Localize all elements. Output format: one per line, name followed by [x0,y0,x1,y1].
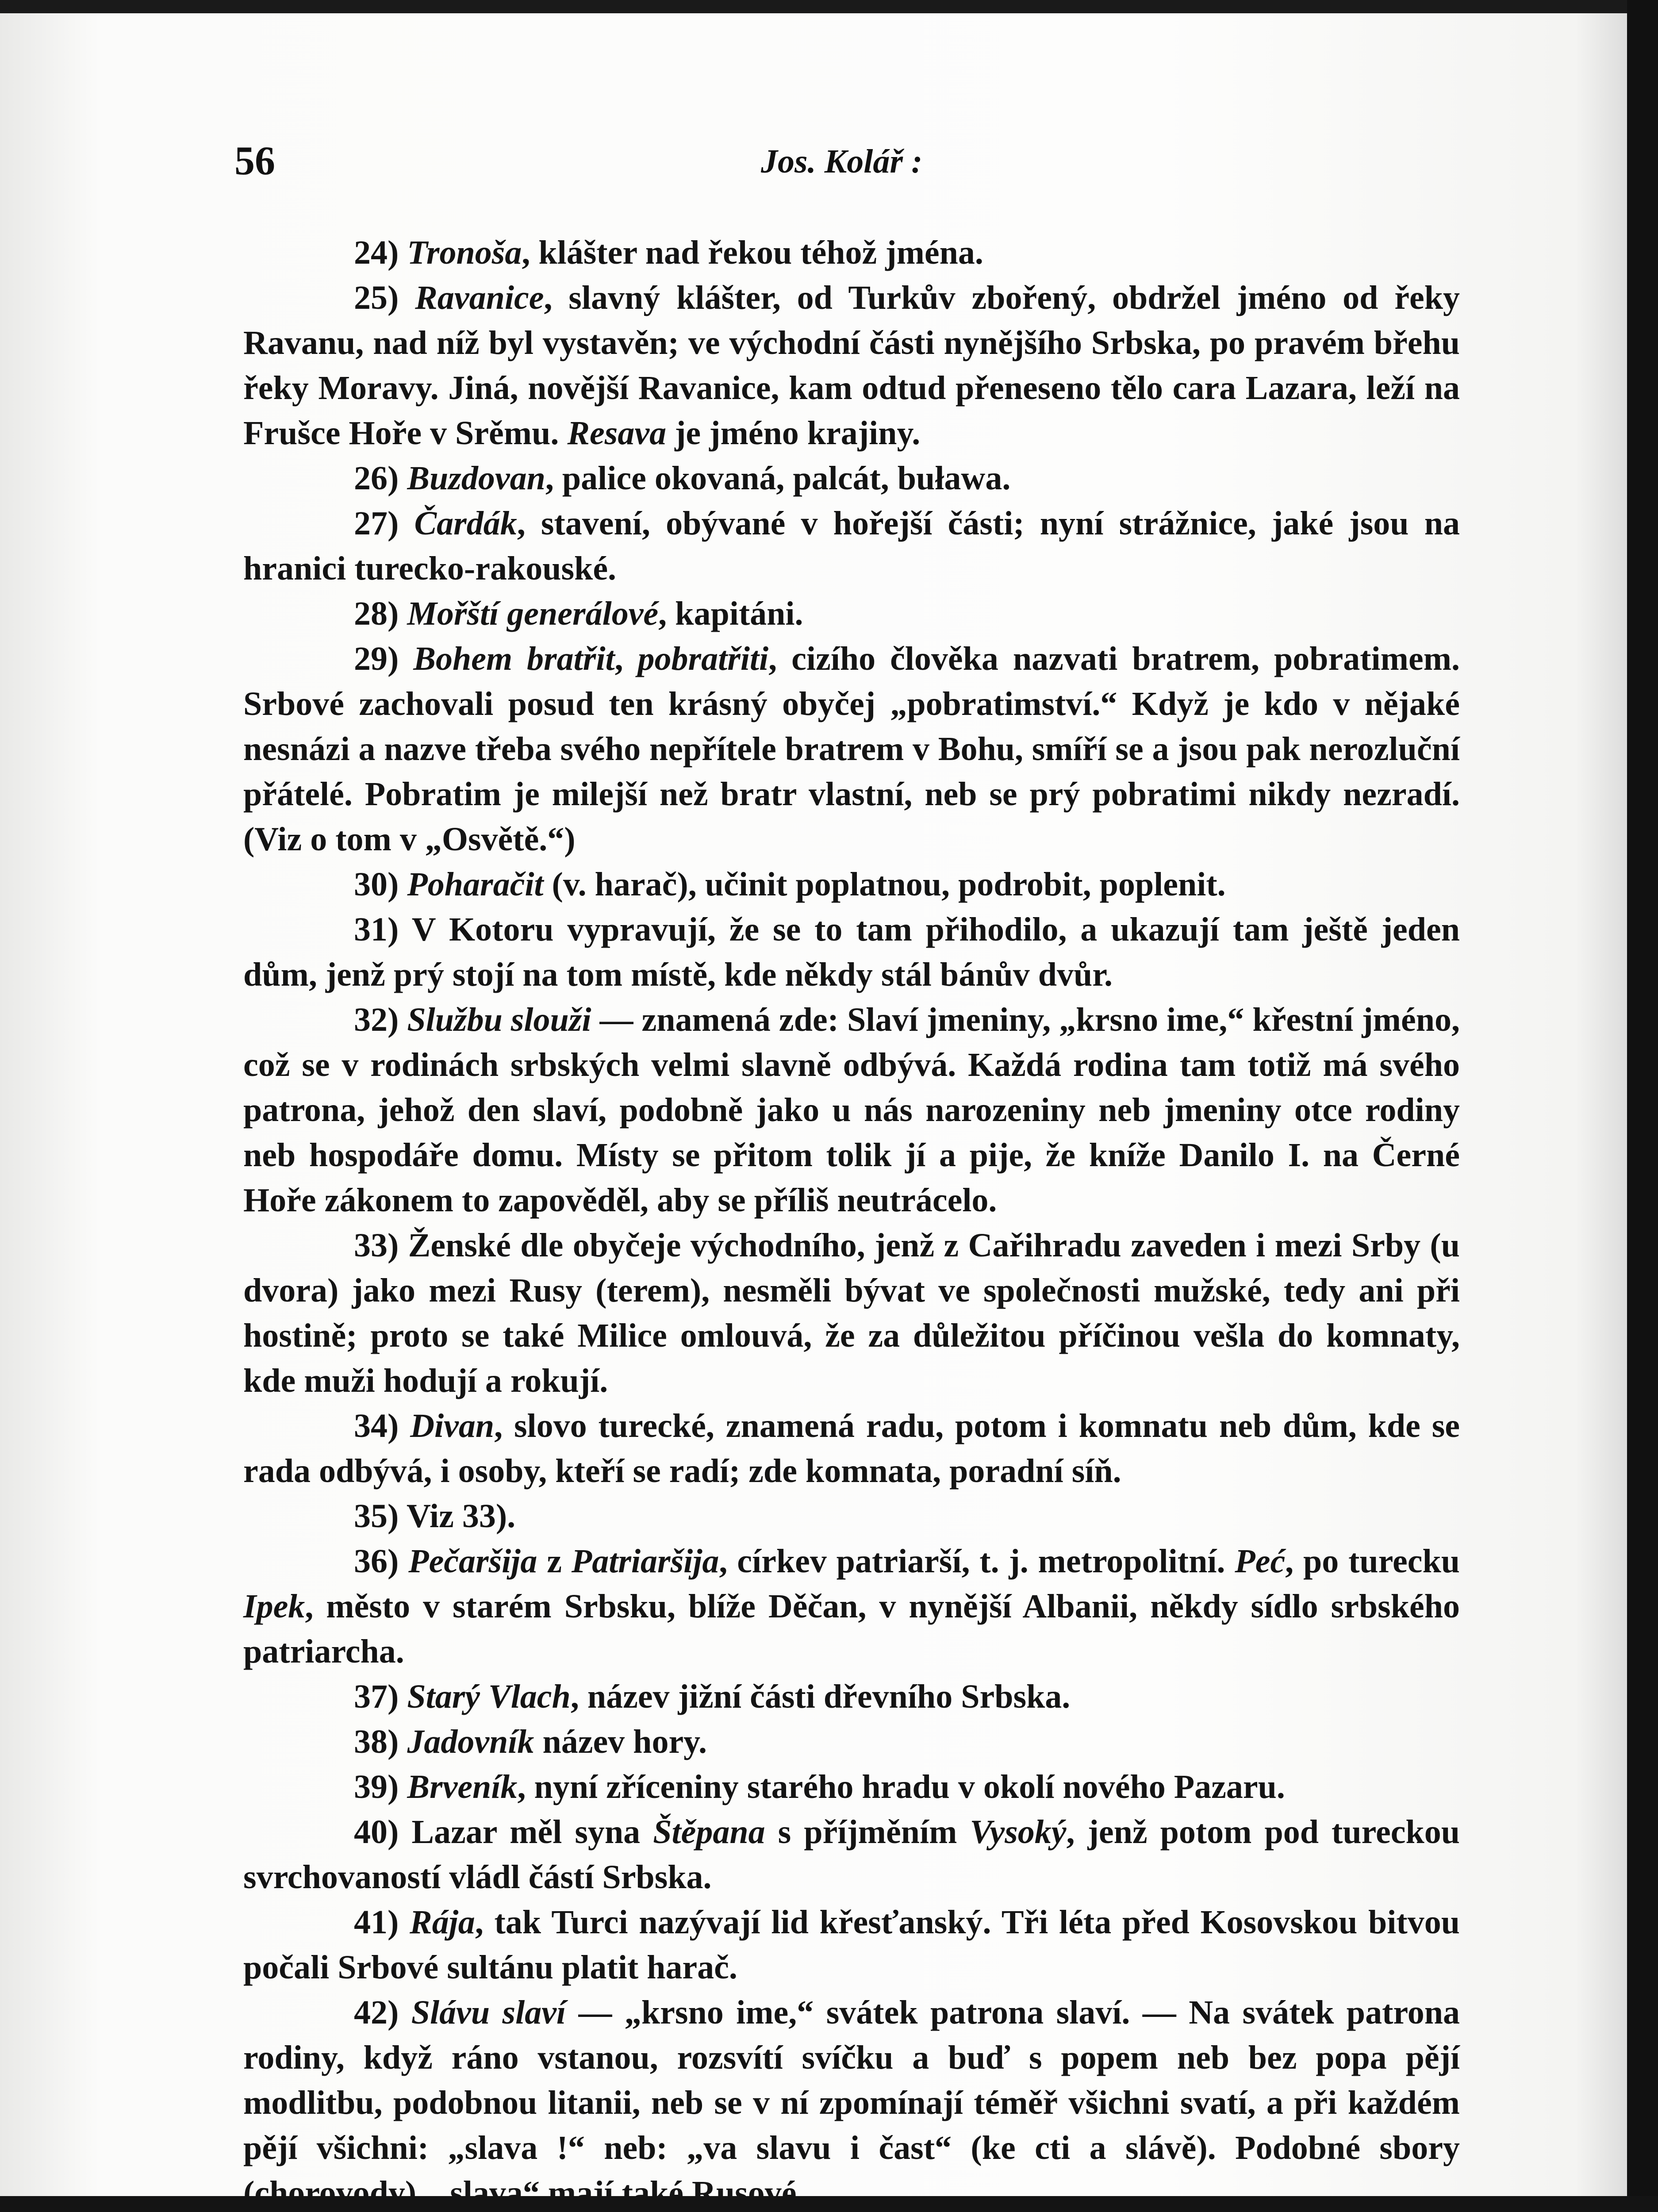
endnote-text: , tak Turci nazývají lid křesťanský. Tři léta před Kosovskou bitvou počali Srbové sultánu platit harač. [243,1904,1460,1986]
endnote-term: Jadovník [407,1723,534,1760]
endnote-number: 28) [354,595,407,632]
endnote-term: Bohem bratřit [413,640,615,677]
endnote-number: 42) [354,1994,411,2031]
endnote-term: Divan [410,1407,495,1444]
endnote-number: 38) [354,1723,407,1760]
endnote [243,456,1460,501]
endnote-text: , slavný klášter, od Turkův zbořený, obdržel jméno od řeky Ravanu, nad níž byl vystavěn; ve východní části nynějšího Srbska, po pravém břehu řeky Moravy. Jiná, novější Ravanice, kam odtud přeneseno tělo cara Lazara, leží na Frušce Hoře v Srěmu. [243,279,1460,452]
endnote-text: , klášter nad řekou téhož jména. [522,234,983,271]
endnote [243,1674,1460,1719]
endnote-text: , nyní zříceniny starého hradu v okolí nového Pazaru. [517,1768,1285,1805]
endnote-text: — „krsno ime,“ svátek patrona slaví. — Na svátek patrona rodiny, když ráno vstanou, rozsvítí svíčku a buď s popem neb bez popa pějí modlitbu, podobnou litanii, neb se v ní zpomínají téměř všichni svatí, a při každém pějí všichni: „slava !“ neb: „va slavu i čast“ (ke cti a slávě). Podobné sbory (chorovody), „slava“ mají také Rusové. [243,1994,1460,2212]
endnote-text: název hory. [534,1723,707,1760]
endnote-term: Patriaršija [571,1543,719,1580]
endnote-text: , palice okovaná, palcát, buława. [545,460,1011,497]
endnote-text: V Kotoru vypravují, že se to tam přihodilo, a ukazují tam ještě jeden dům, jenž prý stojí na tom místě, kde někdy stál bánův dvůr. [243,911,1460,993]
endnote [243,1900,1460,1990]
endnote-text: , [614,640,638,677]
endnote-text: , město v starém Srbsku, blíže Děčan, v nynější Albanii, někdy sídlo srbského patriarcha. [243,1588,1460,1670]
endnote-term: Vysoký [970,1813,1067,1851]
endnote-term: Štěpana [653,1813,765,1851]
endnote-number: 31) [354,911,412,948]
endnote-number: 36) [354,1543,409,1580]
endnote-text: — znamená zde: Slaví jmeniny, „krsno ime,“ křestní jméno, což se v rodinách srbských velmi slavně odbývá. Každá rodina tam totiž má svého patrona, jehož den slaví, podobně jako u nás narozeniny neb jmeniny otce rodiny neb hospodáře domu. Místy se přitom tolik jí a pije, že kníže Danilo I. na Černé Hoře zákonem to zapověděl, aby se příliš neutrácelo. [243,1001,1460,1219]
endnote-term: Pečaršija [408,1543,537,1580]
endnote-number: 27) [354,505,414,542]
endnote-text: Ženské dle obyčeje východního, jenž z Cařihradu zaveden i mezi Srby (u dvora) jako mezi Rusy (terem), nesměli bývat ve společnosti mužské, tedy ani při hostině; proto se také Milice omlouvá, že za důležitou příčinou vešla do komnaty, kde muži hodují a rokují. [243,1227,1460,1399]
endnote-term: Čardák [414,505,517,542]
endnote-term: Peć [1235,1543,1286,1580]
page-number: 56 [234,138,275,183]
endnote [243,636,1460,862]
endnote-term: Rája [410,1904,475,1941]
endnote [243,1809,1460,1900]
endnote-term: Poharačit [407,866,544,903]
endnote-text: s příjměním [765,1813,970,1851]
endnote-text: , církev patriarší, t. j. metropolitní. [719,1543,1235,1580]
endnote [243,1539,1460,1674]
endnote-term: pobratřiti [637,640,769,677]
endnote [243,1403,1460,1494]
endnote-term: Ravanice [415,279,544,316]
endnote-text: , slovo turecké, znamená radu, potom i komnatu neb dům, kde se rada odbývá, i osoby, kteří se radí; zde komnata, poradní síň. [243,1407,1460,1490]
running-head: Jos. Kolář : [761,143,923,180]
endnote [243,1494,1460,1539]
endnote [243,907,1460,997]
endnote-term: Buzdovan [407,460,545,497]
endnote [243,501,1460,591]
endnote-text: Lazar měl syna [411,1813,653,1851]
endnote [243,1223,1460,1403]
endnote-number: 25) [354,279,415,316]
endnote [243,997,1460,1223]
scan-border-top [0,0,1658,13]
endnote [243,230,1460,275]
endnote-term: Starý Vlach [407,1678,571,1715]
endnote-term: Slávu slaví [411,1994,566,2031]
page-header [234,137,1473,199]
scan-border-right [1627,0,1658,2212]
endnote [243,1719,1460,1764]
endnote-text: , jenž potom pod tureckou svrchovaností vládl částí Srbska. [243,1813,1460,1896]
endnote-number: 39) [354,1768,407,1805]
endnote [243,1990,1460,2212]
endnote-term: Mořští generálové [407,595,659,632]
endnotes-body [243,230,1460,2212]
endnote-term: Službu slouži [407,1001,591,1038]
endnote-term: Brveník [407,1768,518,1805]
endnote-text: je jméno krajiny. [666,415,921,452]
endnote-term: Ipek [243,1588,305,1625]
endnote-term: Tronoša [407,234,522,271]
endnote-term: Resava [567,415,667,452]
endnote-number: 26) [354,460,407,497]
endnote-number: 34) [354,1407,411,1444]
endnote-text: , kapitáni. [658,595,803,632]
endnote [243,275,1460,456]
endnote-text: , cizího člověka nazvati bratrem, pobratimem. Srbové zachovali posud ten krásný obyčej „pobratimství.“ Když je kdo v nějaké nesnázi a nazve třeba svého nepřítele bratrem v Bohu, smíří se a jsou pak nerozluční přátelé. Pobratim je milejší než bratr vlastní, neb se prý pobratimi nikdy nezradí. (Viz o tom v „Osvětě.“) [243,640,1460,858]
endnote-number: 41) [354,1904,410,1941]
endnote-text: , po turecku [1285,1543,1460,1580]
endnote-text: Viz 33). [406,1498,516,1535]
endnote-number: 40) [354,1813,412,1851]
endnote-number: 35) [354,1498,407,1535]
endnote-number: 30) [354,866,407,903]
endnote-number: 32) [354,1001,407,1038]
endnote-text: , stavení, obývané v hořejší části; nyní strážnice, jaké jsou na hranici turecko-rakouské. [243,505,1460,587]
endnote-number: 33) [354,1227,408,1264]
endnote [243,1764,1460,1809]
endnote-number: 29) [354,640,414,677]
endnote-number: 37) [354,1678,407,1715]
endnote-text: , název jižní části dřevního Srbska. [570,1678,1071,1715]
endnote [243,591,1460,636]
endnote-number: 24) [354,234,407,271]
endnote-text: (v. harač), učinit poplatnou, podrobit, poplenit. [543,866,1226,903]
endnote [243,862,1460,907]
endnote-text: z [537,1543,572,1580]
